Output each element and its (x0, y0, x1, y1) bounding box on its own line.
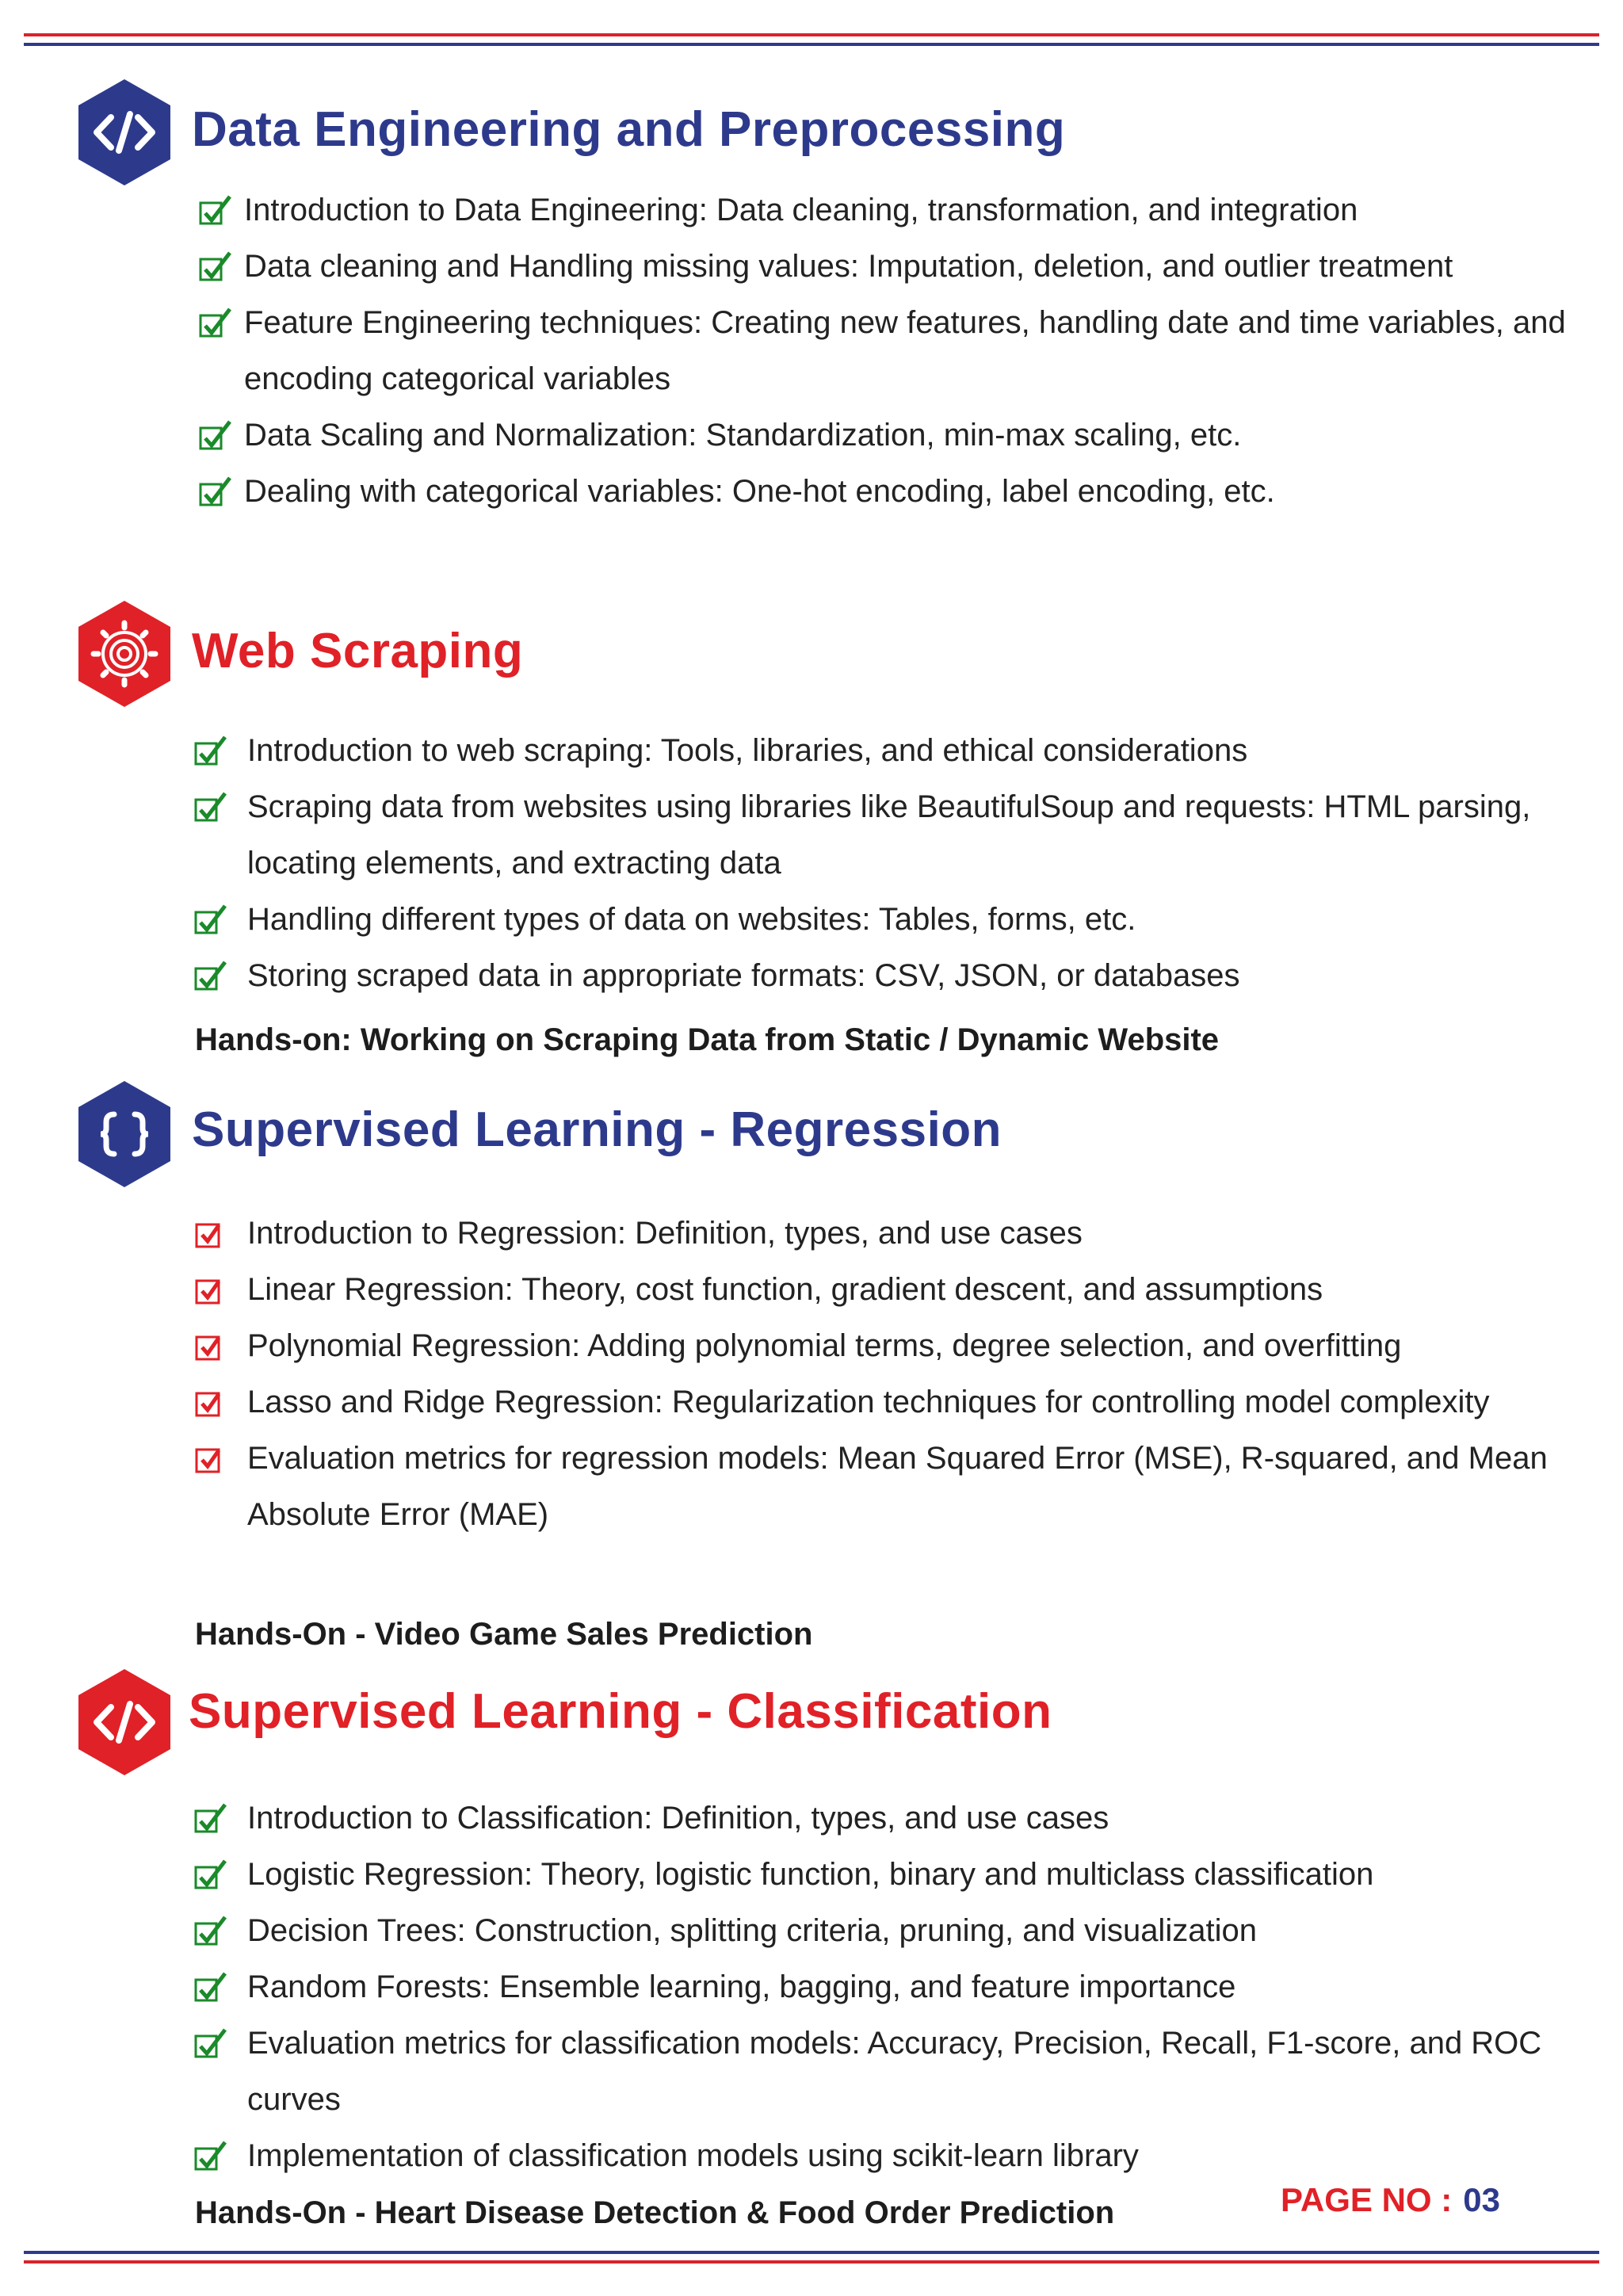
code-icon (76, 78, 173, 187)
braces-icon (76, 1079, 173, 1189)
check-icon (193, 1442, 228, 1477)
check-icon (193, 2139, 228, 2174)
section-title: Data Engineering and Preprocessing (192, 102, 1066, 157)
top-rule-red (24, 33, 1599, 36)
bottom-rule-red (24, 2260, 1599, 2264)
check-icon (193, 1858, 228, 1893)
hands-on-label: Hands-On - Video Game Sales Prediction (195, 1617, 813, 1652)
list-item: Evaluation metrics for classification models: Accuracy, Precision, Recall, F1-score, and ROC curves (193, 2015, 1579, 2128)
list-item: Random Forests: Ensemble learning, bagging, and feature importance (193, 1959, 1579, 2015)
list-item: Implementation of classification models using scikit-learn library (193, 2128, 1579, 2184)
code-icon (76, 1668, 173, 1777)
bottom-rule-blue (24, 2251, 1599, 2254)
check-icon (198, 250, 233, 285)
check-icon (193, 1385, 228, 1420)
list-item: Scraping data from websites using libraries like BeautifulSoup and requests: HTML parsing, locating elements, and extracting data (193, 779, 1579, 892)
list-item: Introduction to Regression: Definition, types, and use cases (193, 1205, 1579, 1262)
topic-list (193, 723, 1579, 1004)
section-title: Supervised Learning - Classification (189, 1684, 1052, 1739)
check-icon (193, 1914, 228, 1949)
check-icon (198, 306, 233, 341)
check-icon (198, 193, 233, 228)
check-icon (193, 1970, 228, 2005)
check-icon (193, 903, 228, 938)
top-rule-blue (24, 43, 1599, 46)
list-item: Lasso and Ridge Regression: Regularization techniques for controlling model complexity (193, 1374, 1579, 1431)
list-item: Evaluation metrics for regression models: Mean Squared Error (MSE), R-squared, and Mean Absolute Error (MAE) (193, 1431, 1579, 1543)
topic-list (193, 1790, 1579, 2184)
check-icon (193, 790, 228, 825)
list-item: Decision Trees: Construction, splitting criteria, pruning, and visualization (193, 1903, 1579, 1959)
topic-list (198, 182, 1575, 520)
section-title: Web Scraping (192, 624, 524, 678)
hands-on-label: Hands-on: Working on Scraping Data from Static / Dynamic Website (195, 1022, 1220, 1057)
list-item: Handling different types of data on websites: Tables, forms, etc. (193, 892, 1579, 948)
list-item: Introduction to web scraping: Tools, libraries, and ethical considerations (193, 723, 1579, 779)
topic-list (193, 1205, 1579, 1543)
list-item: Feature Engineering techniques: Creating new features, handling date and time variables, and encoding categorical variables (198, 295, 1575, 407)
page-number-label: PAGE NO : (1281, 2181, 1453, 2218)
gear-icon (76, 599, 173, 709)
list-item: Data cleaning and Handling missing values: Imputation, deletion, and outlier treatment (198, 239, 1575, 295)
hands-on-label: Hands-On - Heart Disease Detection & Food Order Prediction (195, 2195, 1115, 2230)
check-icon (193, 959, 228, 994)
list-item: Logistic Regression: Theory, logistic function, binary and multiclass classification (193, 1847, 1579, 1903)
page-number (1281, 2181, 1500, 2219)
check-icon (193, 2027, 228, 2061)
check-icon (193, 1329, 228, 1364)
check-icon (193, 1273, 228, 1308)
check-icon (193, 1217, 228, 1251)
list-item: Linear Regression: Theory, cost function, gradient descent, and assumptions (193, 1262, 1579, 1318)
list-item: Introduction to Data Engineering: Data cleaning, transformation, and integration (198, 182, 1575, 239)
check-icon (193, 1801, 228, 1836)
list-item: Storing scraped data in appropriate formats: CSV, JSON, or databases (193, 948, 1579, 1004)
list-item: Data Scaling and Normalization: Standardization, min-max scaling, etc. (198, 407, 1575, 464)
list-item: Polynomial Regression: Adding polynomial terms, degree selection, and overfitting (193, 1318, 1579, 1374)
list-item: Dealing with categorical variables: One-hot encoding, label encoding, etc. (198, 464, 1575, 520)
check-icon (193, 734, 228, 769)
section-title: Supervised Learning - Regression (192, 1102, 1002, 1157)
list-item: Introduction to Classification: Definition, types, and use cases (193, 1790, 1579, 1847)
page-number-value: 03 (1463, 2181, 1500, 2218)
check-icon (198, 475, 233, 510)
check-icon (198, 418, 233, 453)
